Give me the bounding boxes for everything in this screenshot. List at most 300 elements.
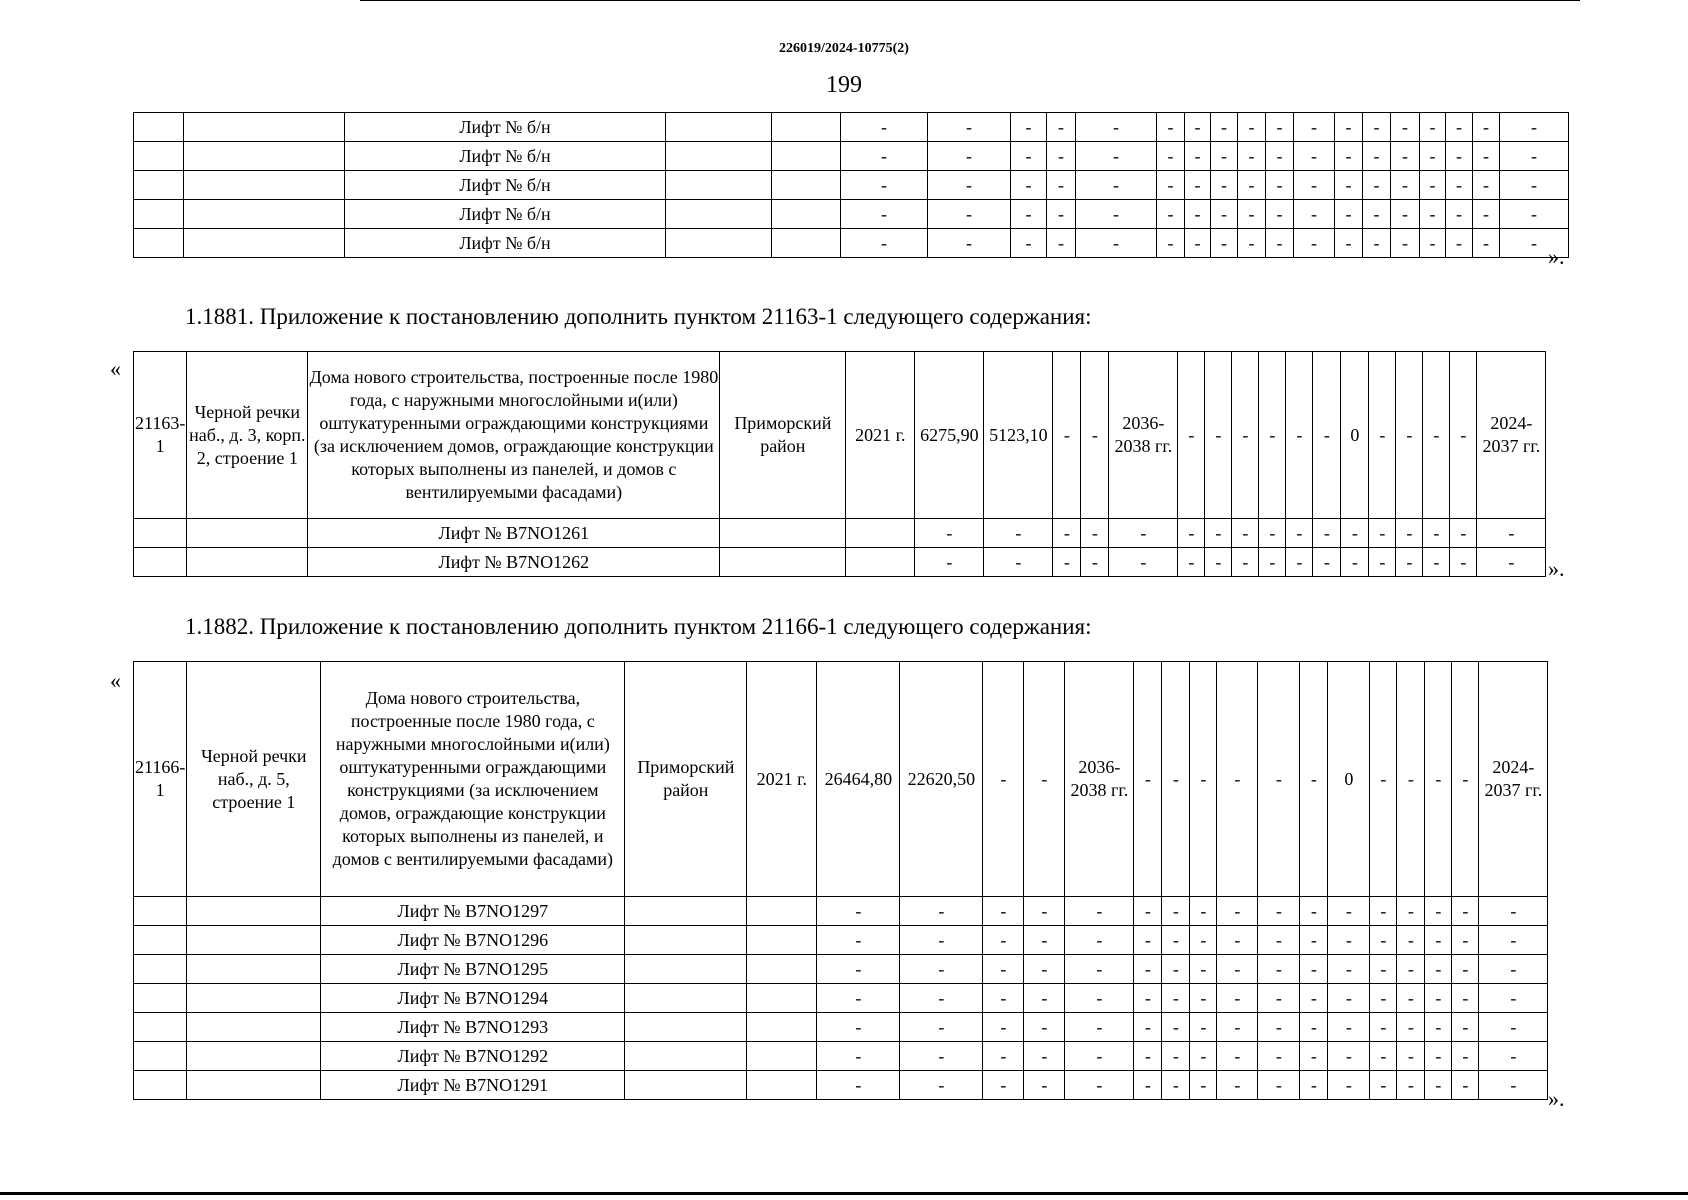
dash-cell: -	[1397, 926, 1425, 955]
lift-label: Лифт № б/н	[345, 113, 666, 142]
lift-label: Лифт № B7NO1291	[321, 1071, 625, 1100]
dash-cell: -	[1328, 1042, 1370, 1071]
dash-cell: -	[1300, 1071, 1328, 1100]
lift-row	[134, 519, 1546, 548]
dash-cell: -	[1109, 548, 1178, 577]
zero-value: 0	[1328, 662, 1370, 897]
dash-cell: -	[1081, 548, 1109, 577]
dash-cell: -	[1425, 1042, 1452, 1071]
dash-cell: -	[817, 926, 900, 955]
empty-cell	[625, 955, 747, 984]
dash-cell: -	[1473, 113, 1500, 142]
building-row	[134, 662, 1548, 897]
dash-cell: -	[1335, 113, 1363, 142]
dash-cell: -	[1024, 897, 1065, 926]
dash-cell: -	[1500, 171, 1569, 200]
dash-cell: -	[1259, 548, 1286, 577]
dash-cell: -	[1446, 200, 1473, 229]
dash-cell: -	[1217, 1042, 1258, 1071]
empty-cell	[134, 1013, 187, 1042]
dash-cell: -	[1053, 548, 1081, 577]
dash-cell: -	[900, 955, 983, 984]
dash-cell: -	[983, 1071, 1024, 1100]
dash-cell: -	[1479, 955, 1548, 984]
dash-cell: -	[1157, 229, 1185, 258]
dash-cell: -	[1473, 142, 1500, 171]
dash-cell: -	[1134, 897, 1162, 926]
dash-cell: -	[1423, 519, 1450, 548]
lift-row	[134, 897, 1548, 926]
dash-cell: -	[900, 897, 983, 926]
dash-cell: -	[1258, 897, 1300, 926]
empty-cell	[187, 1071, 321, 1100]
dash-cell: -	[1258, 926, 1300, 955]
dash-cell: -	[983, 1042, 1024, 1071]
lift-label: Лифт № б/н	[345, 171, 666, 200]
dash-cell: -	[1258, 1071, 1300, 1100]
empty-cell	[747, 926, 817, 955]
empty-cell	[134, 926, 187, 955]
dash-cell: -	[1446, 171, 1473, 200]
empty-cell	[747, 1013, 817, 1042]
dash-cell: -	[1473, 200, 1500, 229]
dash-cell: -	[1065, 926, 1134, 955]
dash-cell: -	[1205, 352, 1232, 519]
dash-cell: -	[1397, 1071, 1425, 1100]
living-area: 22620,50	[900, 662, 983, 897]
empty-cell	[134, 200, 184, 229]
dash-cell: -	[1335, 142, 1363, 171]
lift-label: Лифт № B7NO1292	[321, 1042, 625, 1071]
lift-label: Лифт № B7NO1293	[321, 1013, 625, 1042]
dash-cell: -	[1258, 1042, 1300, 1071]
dash-cell: -	[1300, 926, 1328, 955]
dash-cell: -	[1370, 1071, 1397, 1100]
dash-cell: -	[1423, 548, 1450, 577]
lift-label: Лифт № б/н	[345, 229, 666, 258]
dash-cell: -	[1335, 171, 1363, 200]
dash-cell: -	[1076, 142, 1157, 171]
empty-cell	[666, 113, 772, 142]
dash-cell: -	[1211, 142, 1238, 171]
dash-cell: -	[1134, 1042, 1162, 1071]
dash-cell: -	[1420, 200, 1446, 229]
empty-cell	[625, 1071, 747, 1100]
lift-period: 2024-2037 гг.	[1479, 662, 1548, 897]
dash-cell: -	[1300, 1042, 1328, 1071]
lift-label: Лифт № B7NO1295	[321, 955, 625, 984]
dash-cell: -	[841, 200, 928, 229]
empty-cell	[134, 955, 187, 984]
lift-row	[134, 229, 1569, 258]
dash-cell: -	[1162, 1013, 1190, 1042]
empty-cell	[187, 926, 321, 955]
dash-cell: -	[1157, 113, 1185, 142]
dash-cell: -	[1397, 662, 1425, 897]
dash-cell: -	[1328, 926, 1370, 955]
dash-cell: -	[983, 926, 1024, 955]
dash-cell: -	[1425, 926, 1452, 955]
dash-cell: -	[1205, 548, 1232, 577]
dash-cell: -	[1286, 519, 1313, 548]
empty-cell	[187, 519, 308, 548]
dash-cell: -	[1266, 229, 1294, 258]
dash-cell: -	[1397, 955, 1425, 984]
dash-cell: -	[1238, 171, 1266, 200]
dash-cell: -	[1162, 897, 1190, 926]
dash-cell: -	[1341, 548, 1369, 577]
dash-cell: -	[1479, 1013, 1548, 1042]
dash-cell: -	[983, 984, 1024, 1013]
dash-cell: -	[1300, 984, 1328, 1013]
dash-cell: -	[1500, 229, 1569, 258]
dash-cell: -	[1217, 955, 1258, 984]
dash-cell: -	[1065, 897, 1134, 926]
dash-cell: -	[1294, 200, 1335, 229]
dash-cell: -	[1396, 519, 1423, 548]
dash-cell: -	[1300, 1013, 1328, 1042]
dash-cell: -	[1232, 519, 1259, 548]
empty-cell	[184, 229, 345, 258]
dash-cell: -	[1452, 955, 1479, 984]
dash-cell: -	[1065, 1071, 1134, 1100]
dash-cell: -	[1369, 519, 1396, 548]
dash-cell: -	[1328, 1071, 1370, 1100]
empty-cell	[625, 926, 747, 955]
repair-period: 2036-2038 гг.	[1065, 662, 1134, 897]
dash-cell: -	[1294, 142, 1335, 171]
section-heading-1881: 1.1881. Приложение к постановлению дополнить пунктом 21163-1 следующего содержания:	[185, 304, 1092, 329]
dash-cell: -	[1363, 142, 1391, 171]
dash-cell: -	[1266, 171, 1294, 200]
dash-cell: -	[1396, 548, 1423, 577]
dash-cell: -	[841, 171, 928, 200]
dash-cell: -	[1190, 955, 1217, 984]
dash-cell: -	[1425, 984, 1452, 1013]
dash-cell: -	[1076, 113, 1157, 142]
building-description: Дома нового строительства, построенные после 1980 года, с наружными многослойными и(или) оштукатуренными ограждающими конструкциями (за исключением домов, ограждающие конструкции которых выполнены из панелей, и домов с вентилируемыми фасадами)	[321, 662, 625, 897]
dash-cell: -	[1162, 1042, 1190, 1071]
dash-cell: -	[1258, 1013, 1300, 1042]
dash-cell: -	[1397, 1013, 1425, 1042]
dash-cell: -	[1011, 200, 1047, 229]
dash-cell: -	[1065, 984, 1134, 1013]
dash-cell: -	[1076, 229, 1157, 258]
lift-row	[134, 113, 1569, 142]
dash-cell: -	[1452, 1071, 1479, 1100]
construction-year: 2021 г.	[747, 662, 817, 897]
empty-cell	[625, 897, 747, 926]
empty-cell	[747, 897, 817, 926]
empty-cell	[134, 1042, 187, 1071]
dash-cell: -	[1370, 1013, 1397, 1042]
table-21166-1	[133, 661, 1548, 1100]
dash-cell: -	[1065, 955, 1134, 984]
dash-cell: -	[1425, 955, 1452, 984]
lift-row	[134, 200, 1569, 229]
lift-row	[134, 171, 1569, 200]
item-number: 21166-1	[134, 662, 187, 897]
dash-cell: -	[1162, 926, 1190, 955]
dash-cell: -	[841, 229, 928, 258]
opening-quote: «	[110, 668, 121, 693]
dash-cell: -	[1134, 926, 1162, 955]
dash-cell: -	[1053, 352, 1081, 519]
dash-cell: -	[1420, 171, 1446, 200]
dash-cell: -	[1452, 926, 1479, 955]
dash-cell: -	[1134, 1013, 1162, 1042]
dash-cell: -	[817, 1013, 900, 1042]
dash-cell: -	[1363, 229, 1391, 258]
dash-cell: -	[915, 519, 984, 548]
dash-cell: -	[1335, 200, 1363, 229]
empty-cell	[187, 1013, 321, 1042]
dash-cell: -	[1157, 171, 1185, 200]
dash-cell: -	[1286, 352, 1313, 519]
dash-cell: -	[1076, 200, 1157, 229]
dash-cell: -	[1047, 200, 1076, 229]
dash-cell: -	[1211, 229, 1238, 258]
dash-cell: -	[1211, 113, 1238, 142]
dash-cell: -	[1294, 113, 1335, 142]
dash-cell: -	[1479, 1042, 1548, 1071]
dash-cell: -	[1011, 171, 1047, 200]
lift-label: Лифт № B7NO1262	[308, 548, 720, 577]
dash-cell: -	[983, 897, 1024, 926]
total-area: 26464,80	[817, 662, 900, 897]
empty-cell	[772, 229, 841, 258]
dash-cell: -	[915, 548, 984, 577]
empty-cell	[720, 548, 846, 577]
dash-cell: -	[983, 955, 1024, 984]
dash-cell: -	[900, 984, 983, 1013]
dash-cell: -	[1300, 955, 1328, 984]
bottom-rule	[0, 1192, 1688, 1195]
dash-cell: -	[1370, 955, 1397, 984]
dash-cell: -	[1134, 955, 1162, 984]
dash-cell: -	[1157, 200, 1185, 229]
dash-cell: -	[1011, 142, 1047, 171]
item-number: 21163-1	[134, 352, 187, 519]
empty-cell	[720, 519, 846, 548]
dash-cell: -	[1259, 352, 1286, 519]
dash-cell: -	[1065, 1042, 1134, 1071]
dash-cell: -	[1190, 984, 1217, 1013]
dash-cell: -	[1313, 548, 1341, 577]
dash-cell: -	[1178, 548, 1205, 577]
address: Черной речки наб., д. 5, строение 1	[187, 662, 321, 897]
dash-cell: -	[1450, 352, 1477, 519]
dash-cell: -	[928, 200, 1011, 229]
dash-cell: -	[1425, 662, 1452, 897]
dash-cell: -	[1363, 171, 1391, 200]
lift-label: Лифт № B7NO1294	[321, 984, 625, 1013]
empty-cell	[772, 113, 841, 142]
empty-cell	[747, 955, 817, 984]
dash-cell: -	[1162, 662, 1190, 897]
dash-cell: -	[1500, 200, 1569, 229]
dash-cell: -	[817, 897, 900, 926]
table-21163-1	[133, 351, 1546, 577]
empty-cell	[187, 548, 308, 577]
empty-cell	[187, 897, 321, 926]
dash-cell: -	[1479, 984, 1548, 1013]
dash-cell: -	[1477, 519, 1546, 548]
dash-cell: -	[1363, 200, 1391, 229]
dash-cell: -	[1328, 897, 1370, 926]
dash-cell: -	[1190, 1042, 1217, 1071]
dash-cell: -	[1341, 519, 1369, 548]
opening-quote: «	[110, 356, 121, 381]
district: Приморский район	[625, 662, 747, 897]
district: Приморский район	[720, 352, 846, 519]
empty-cell	[187, 955, 321, 984]
empty-cell	[184, 200, 345, 229]
dash-cell: -	[1335, 229, 1363, 258]
dash-cell: -	[1162, 984, 1190, 1013]
zero-value: 0	[1341, 352, 1369, 519]
dash-cell: -	[841, 113, 928, 142]
empty-cell	[134, 548, 187, 577]
dash-cell: -	[1391, 171, 1420, 200]
dash-cell: -	[1217, 1071, 1258, 1100]
dash-cell: -	[900, 1013, 983, 1042]
lift-period: 2024-2037 гг.	[1477, 352, 1546, 519]
dash-cell: -	[1328, 984, 1370, 1013]
lift-label: Лифт № б/н	[345, 142, 666, 171]
dash-cell: -	[1238, 229, 1266, 258]
dash-cell: -	[1420, 113, 1446, 142]
dash-cell: -	[1217, 984, 1258, 1013]
empty-cell	[666, 229, 772, 258]
dash-cell: -	[1452, 984, 1479, 1013]
dash-cell: -	[1425, 1013, 1452, 1042]
dash-cell: -	[1024, 662, 1065, 897]
empty-cell	[134, 229, 184, 258]
dash-cell: -	[1190, 926, 1217, 955]
dash-cell: -	[1185, 142, 1211, 171]
empty-cell	[184, 142, 345, 171]
top-rule	[360, 0, 1580, 1]
closing-quote: ».	[1548, 556, 1565, 581]
dash-cell: -	[1420, 229, 1446, 258]
dash-cell: -	[1217, 926, 1258, 955]
empty-cell	[625, 1042, 747, 1071]
dash-cell: -	[928, 171, 1011, 200]
empty-cell	[184, 171, 345, 200]
dash-cell: -	[1425, 1071, 1452, 1100]
dash-cell: -	[1477, 548, 1546, 577]
dash-cell: -	[900, 1042, 983, 1071]
dash-cell: -	[1370, 984, 1397, 1013]
dash-cell: -	[1425, 897, 1452, 926]
dash-cell: -	[1259, 519, 1286, 548]
dash-cell: -	[1391, 200, 1420, 229]
lift-row	[134, 955, 1548, 984]
dash-cell: -	[1479, 897, 1548, 926]
dash-cell: -	[1300, 897, 1328, 926]
dash-cell: -	[1109, 519, 1178, 548]
dash-cell: -	[1446, 113, 1473, 142]
empty-cell	[134, 113, 184, 142]
empty-cell	[134, 897, 187, 926]
dash-cell: -	[1232, 352, 1259, 519]
dash-cell: -	[984, 548, 1053, 577]
dash-cell: -	[1473, 229, 1500, 258]
page-number: 199	[826, 72, 862, 98]
dash-cell: -	[983, 1013, 1024, 1042]
dash-cell: -	[928, 142, 1011, 171]
dash-cell: -	[1258, 662, 1300, 897]
total-area: 6275,90	[915, 352, 984, 519]
dash-cell: -	[1450, 519, 1477, 548]
dash-cell: -	[1363, 113, 1391, 142]
empty-cell	[846, 519, 915, 548]
empty-cell	[666, 142, 772, 171]
dash-cell: -	[1178, 352, 1205, 519]
empty-cell	[772, 200, 841, 229]
dash-cell: -	[1423, 352, 1450, 519]
dash-cell: -	[1217, 1013, 1258, 1042]
empty-cell	[846, 548, 915, 577]
dash-cell: -	[1024, 1071, 1065, 1100]
dash-cell: -	[1185, 113, 1211, 142]
lift-label: Лифт № б/н	[345, 200, 666, 229]
empty-cell	[134, 519, 187, 548]
empty-cell	[772, 142, 841, 171]
dash-cell: -	[1024, 1013, 1065, 1042]
lift-row	[134, 1071, 1548, 1100]
construction-year: 2021 г.	[846, 352, 915, 519]
empty-cell	[666, 171, 772, 200]
dash-cell: -	[1420, 142, 1446, 171]
dash-cell: -	[1294, 229, 1335, 258]
dash-cell: -	[1134, 1071, 1162, 1100]
empty-cell	[184, 113, 345, 142]
dash-cell: -	[1047, 113, 1076, 142]
empty-cell	[772, 171, 841, 200]
dash-cell: -	[1369, 352, 1396, 519]
dash-cell: -	[1211, 200, 1238, 229]
dash-cell: -	[1065, 1013, 1134, 1042]
dash-cell: -	[1258, 955, 1300, 984]
dash-cell: -	[1446, 142, 1473, 171]
repair-period: 2036-2038 гг.	[1109, 352, 1178, 519]
empty-cell	[747, 984, 817, 1013]
dash-cell: -	[1452, 662, 1479, 897]
address: Черной речки наб., д. 3, корп. 2, строение 1	[187, 352, 308, 519]
building-row	[134, 352, 1546, 519]
dash-cell: -	[841, 142, 928, 171]
lift-label: Лифт № B7NO1261	[308, 519, 720, 548]
dash-cell: -	[1258, 984, 1300, 1013]
dash-cell: -	[1134, 662, 1162, 897]
dash-cell: -	[1328, 955, 1370, 984]
dash-cell: -	[900, 926, 983, 955]
dash-cell: -	[1076, 171, 1157, 200]
dash-cell: -	[1185, 171, 1211, 200]
continuation-table	[133, 112, 1569, 258]
dash-cell: -	[928, 113, 1011, 142]
dash-cell: -	[1232, 548, 1259, 577]
dash-cell: -	[1500, 142, 1569, 171]
dash-cell: -	[1053, 519, 1081, 548]
dash-cell: -	[1370, 926, 1397, 955]
dash-cell: -	[1185, 200, 1211, 229]
empty-cell	[134, 171, 184, 200]
lift-label: Лифт № B7NO1297	[321, 897, 625, 926]
dash-cell: -	[1479, 1071, 1548, 1100]
